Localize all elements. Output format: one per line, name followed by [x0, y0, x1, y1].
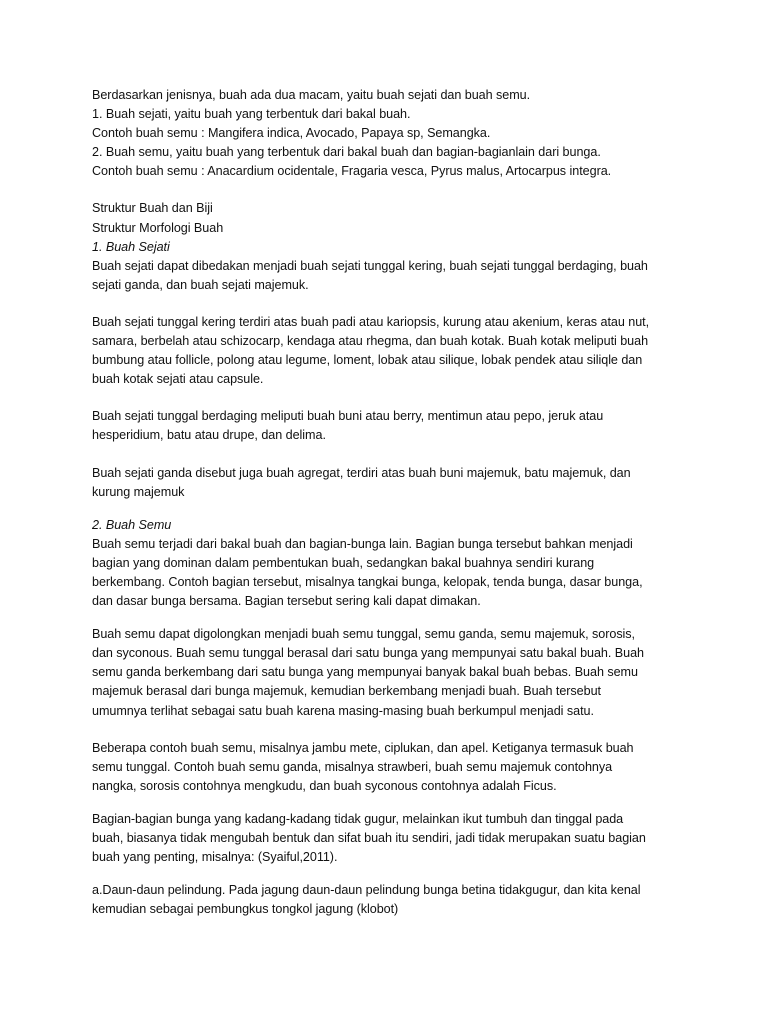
paragraph-line: Buah sejati dapat dibedakan menjadi buah sejati tunggal kering, buah sejati tunggal berdaging, buah — [92, 258, 648, 273]
paragraph-line: majemuk berasal dari bunga majemuk, kemudian berkembang menjadi buah. Buah tersebut — [92, 684, 601, 699]
paragraph-line: umumnya terlihat sebagai satu buah karena masing-masing buah berkumpul menjadi satu. — [92, 703, 594, 718]
paragraph-line: buah kotak sejati atau capsule. — [92, 372, 264, 387]
intro-line: 1. Buah sejati, yaitu buah yang terbentuk dari bakal buah. — [92, 107, 411, 122]
paragraph-line: buah, biasanya tidak mengubah bentuk dan sifat buah itu sendiri, jadi tidak merupakan suatu bagian — [92, 831, 646, 845]
paragraph-line: a.Daun-daun pelindung. Pada jagung daun-daun pelindung bunga betina tidakgugur, dan kita kenal — [92, 883, 641, 898]
paragraph — [92, 464, 692, 502]
paragraph-line: Buah sejati ganda disebut juga buah agregat, terdiri atas buah buni majemuk, batu majemuk, dan — [92, 465, 631, 480]
paragraph — [92, 739, 692, 796]
paragraph-line: semu tunggal. Contoh buah semu ganda, misalnya strawberi, buah semu majemuk contohnya — [92, 759, 613, 774]
paragraph-line: Buah sejati tunggal kering terdiri atas buah padi atau kariopsis, kurung atau akenium, keras atau nut, — [92, 314, 650, 329]
paragraph-line: dan syconous. Buah semu tunggal berasal dari satu bunga yang mempunyai satu bakal buah. Buah — [92, 646, 644, 661]
paragraph — [92, 881, 692, 919]
paragraph-line: Buah semu terjadi dari bakal buah dan bagian-bunga lain. Bagian bunga tersebut bahkan menjadi — [92, 536, 633, 551]
paragraph-line: Buah semu dapat digolongkan menjadi buah semu tunggal, semu ganda, semu majemuk, sorosis, — [92, 627, 636, 642]
paragraph — [92, 535, 692, 611]
paragraph-line: sejati ganda, dan buah sejati majemuk. — [92, 277, 309, 292]
intro-line: 2. Buah semu, yaitu buah yang terbentuk dari bakal buah dan bagian-bagianlain dari bunga. — [92, 145, 601, 160]
paragraph-line: Beberapa contoh buah semu, misalnya jambu mete, ciplukan, dan apel. Ketiganya termasuk buah — [92, 740, 634, 755]
section-heading: Struktur Buah dan Biji — [92, 201, 213, 216]
intro-line: Contoh buah semu : Anacardium ocidentale, Fragaria vesca, Pyrus malus, Artocarpus integra. — [92, 164, 612, 179]
intro-block — [92, 86, 692, 181]
intro-line: Berdasarkan jenisnya, buah ada dua macam, yaitu buah sejati dan buah semu. — [92, 88, 531, 102]
paragraph — [92, 810, 692, 867]
paragraph-line: bumbung atau follicle, polong atau legume, loment, lobak atau silique, lobak pendek atau siliqle dan — [92, 353, 643, 368]
paragraph-line: samara, berbelah atau schizocarp, kendaga atau rhegma, dan buah kotak. Buah kotak meliputi buah — [92, 334, 649, 349]
buah-semu-heading: 2. Buah Semu — [92, 517, 172, 532]
paragraph-line: semu ganda berkembang dari satu bunga yang mempunyai banyak bakal buah bebas. Buah semu — [92, 665, 638, 680]
paragraph-line: Buah sejati tunggal berdaging meliputi buah buni atau berry, mentimun atau pepo, jeruk atau — [92, 409, 604, 424]
paragraph-line: nangka, sorosis contohnya mengkudu, dan buah syconous contohnya adalah Ficus. — [92, 778, 557, 793]
paragraph — [92, 313, 692, 389]
paragraph-line: dan dasar bunga bersama. Bagian tersebut sering kali dapat dimakan. — [92, 594, 481, 609]
paragraph-line: bagian yang dominan dalam pembentukan buah, sedangkan bakal buahnya sendiri kurang — [92, 555, 595, 570]
paragraph — [92, 257, 692, 295]
intro-line: Contoh buah semu : Mangifera indica, Avocado, Papaya sp, Semangka. — [92, 126, 491, 141]
document-page — [92, 86, 692, 919]
section-subheading: Struktur Morfologi Buah — [92, 220, 224, 235]
paragraph-line: Bagian-bagian bunga yang kadang-kadang tidak gugur, melainkan ikut tumbuh dan tinggal pada — [92, 811, 624, 826]
paragraph-line: kemudian sebagai pembungkus tongkol jagung (klobot) — [92, 902, 399, 917]
paragraph-line: hesperidium, batu atau drupe, dan delima. — [92, 428, 326, 443]
paragraph-line: kurung majemuk — [92, 484, 185, 499]
paragraph-line: buah yang penting, misalnya: (Syaiful,2011). — [92, 850, 338, 865]
paragraph-line: berkembang. Contoh bagian tersebut, misalnya tangkai bunga, kelopak, tenda bunga, dasar bunga, — [92, 574, 643, 589]
buah-sejati-heading: 1. Buah Sejati — [92, 239, 170, 254]
paragraph — [92, 407, 692, 445]
paragraph — [92, 625, 692, 720]
